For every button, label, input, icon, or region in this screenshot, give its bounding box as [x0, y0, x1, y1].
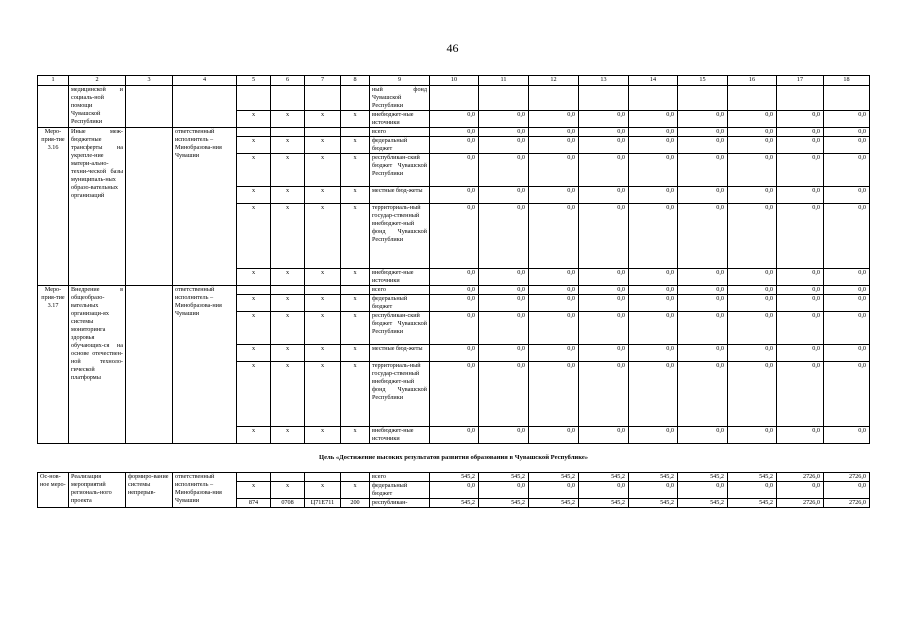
- code-cell: x: [341, 187, 370, 204]
- value-cell: 0,0: [728, 362, 777, 427]
- value-cell: 0,0: [579, 286, 629, 295]
- value-cell: 0,0: [678, 204, 728, 269]
- activity-name-cell: Внедрение в общеобразо-вательных организаци-ях системы мониторинга здоровья обучающих-ся на основе отечествен-ной техноло-гической платформы: [69, 286, 126, 444]
- code-cell: x: [305, 295, 341, 312]
- code-cell: [341, 473, 370, 482]
- value-cell: 0,0: [529, 187, 579, 204]
- continuation-row: [38, 86, 870, 111]
- code-cell: x: [237, 187, 271, 204]
- value-cell: 0,0: [678, 362, 728, 427]
- value-cell: 0,0: [824, 137, 870, 154]
- value-cell: 0,0: [529, 362, 579, 427]
- value-cell: 0,0: [777, 187, 824, 204]
- funding-source-cell: территориаль-ный государ-ственный внебюджет-ный фонд Чувашской Республики: [370, 204, 430, 269]
- value-cell: 0,0: [430, 111, 479, 128]
- value-cell: 0,0: [479, 154, 529, 187]
- funding-source-cell: ный фонд Чувашской Республики: [370, 86, 430, 111]
- value-cell: 0,0: [777, 345, 824, 362]
- code-cell: x: [271, 482, 305, 499]
- column-number: 18: [824, 76, 870, 86]
- code-cell: x: [305, 154, 341, 187]
- code-cell: x: [305, 427, 341, 444]
- goal-row: [38, 444, 870, 473]
- page-number: 46: [446, 41, 459, 55]
- value-cell: 0,0: [479, 482, 529, 499]
- value-cell: 0,0: [629, 204, 678, 269]
- value-cell: 0,0: [430, 154, 479, 187]
- goal-cell: формиро-вание системы непрерыв-: [126, 473, 173, 508]
- funding-source-cell: местные бюд-жеты: [370, 187, 430, 204]
- code-cell: x: [341, 312, 370, 345]
- value-cell: 0,0: [824, 482, 870, 499]
- code-cell: x: [341, 111, 370, 128]
- activity-name-cell: медицинской и социаль-ной помощи Чувашской Республики: [69, 86, 126, 128]
- funding-source-cell: федеральный бюджет: [370, 137, 430, 154]
- code-cell: [271, 473, 305, 482]
- value-cell: 0,0: [777, 312, 824, 345]
- value-cell: 0,0: [430, 312, 479, 345]
- value-cell: [728, 86, 777, 111]
- value-cell: 0,0: [728, 204, 777, 269]
- funding-source-cell: внебюджет-ные источники: [370, 269, 430, 286]
- column-number: 11: [479, 76, 529, 86]
- value-cell: 0,0: [678, 482, 728, 499]
- value-cell: 0,0: [824, 154, 870, 187]
- value-cell: 0,0: [479, 295, 529, 312]
- code-cell: x: [271, 187, 305, 204]
- column-number: 9: [370, 76, 430, 86]
- value-cell: 0,0: [824, 187, 870, 204]
- value-cell: 0,0: [479, 427, 529, 444]
- activity-name-cell: Иные меж-бюджетные трансферты на укрепле-ние матери-ально-техни-ческой базы муниципаль-ных образо-вательных организаций: [69, 128, 126, 286]
- value-cell: 0,0: [777, 128, 824, 137]
- value-cell: 0,0: [529, 269, 579, 286]
- code-cell: x: [237, 111, 271, 128]
- code-cell: 0708: [271, 499, 305, 508]
- value-cell: 0,0: [629, 427, 678, 444]
- value-cell: 0,0: [777, 482, 824, 499]
- code-cell: x: [341, 137, 370, 154]
- activity-number-cell: Меро-прия-тие 3.16: [38, 128, 69, 286]
- column-number: 16: [728, 76, 777, 86]
- code-cell: x: [271, 111, 305, 128]
- funding-source-cell: внебюджет-ные источники: [370, 427, 430, 444]
- value-cell: 545,2: [479, 473, 529, 482]
- value-cell: 0,0: [777, 204, 824, 269]
- goal-title: Цель «Достижение высоких результатов развития образования в Чувашской Республике»: [38, 444, 870, 473]
- value-cell: 0,0: [579, 204, 629, 269]
- value-cell: 0,0: [529, 312, 579, 345]
- code-cell: x: [237, 482, 271, 499]
- value-cell: 0,0: [777, 427, 824, 444]
- value-cell: 0,0: [529, 427, 579, 444]
- value-cell: 0,0: [728, 286, 777, 295]
- value-cell: 0,0: [579, 111, 629, 128]
- activity-number-cell: [38, 86, 69, 128]
- value-cell: 0,0: [479, 286, 529, 295]
- code-cell: x: [341, 482, 370, 499]
- executor-cell: ответственный исполнитель – Минобразова-ния Чувашии: [173, 473, 237, 508]
- column-number: 10: [430, 76, 479, 86]
- value-cell: 0,0: [430, 187, 479, 204]
- code-cell: [237, 86, 271, 111]
- value-cell: 0,0: [728, 137, 777, 154]
- code-cell: x: [271, 295, 305, 312]
- value-cell: [824, 86, 870, 111]
- value-cell: 0,0: [728, 427, 777, 444]
- value-cell: 0,0: [678, 345, 728, 362]
- value-cell: 545,2: [678, 499, 728, 508]
- value-cell: 0,0: [430, 427, 479, 444]
- value-cell: 0,0: [430, 345, 479, 362]
- value-cell: 0,0: [479, 111, 529, 128]
- code-cell: x: [271, 137, 305, 154]
- value-cell: 0,0: [728, 482, 777, 499]
- value-cell: 0,0: [430, 204, 479, 269]
- value-cell: 0,0: [479, 137, 529, 154]
- value-cell: 0,0: [430, 482, 479, 499]
- value-cell: 0,0: [479, 128, 529, 137]
- value-cell: 0,0: [629, 187, 678, 204]
- value-cell: [629, 86, 678, 111]
- code-cell: x: [237, 312, 271, 345]
- funding-source-cell: федеральный бюджет: [370, 295, 430, 312]
- code-cell: x: [237, 427, 271, 444]
- code-cell: x: [237, 362, 271, 427]
- code-cell: [305, 473, 341, 482]
- value-cell: 0,0: [824, 204, 870, 269]
- value-cell: 0,0: [579, 137, 629, 154]
- code-cell: x: [305, 137, 341, 154]
- value-cell: 0,0: [777, 295, 824, 312]
- value-cell: 545,2: [629, 499, 678, 508]
- code-cell: [271, 128, 305, 137]
- column-number: 15: [678, 76, 728, 86]
- value-cell: 0,0: [579, 345, 629, 362]
- value-cell: 0,0: [579, 362, 629, 427]
- value-cell: 0,0: [430, 269, 479, 286]
- value-cell: 0,0: [529, 154, 579, 187]
- code-cell: x: [271, 269, 305, 286]
- value-cell: 0,0: [629, 128, 678, 137]
- value-cell: 2726,0: [824, 499, 870, 508]
- code-cell: [237, 286, 271, 295]
- value-cell: 0,0: [728, 187, 777, 204]
- value-cell: 0,0: [479, 187, 529, 204]
- code-cell: x: [305, 312, 341, 345]
- code-cell: 874: [237, 499, 271, 508]
- code-cell: x: [341, 154, 370, 187]
- value-cell: 0,0: [579, 187, 629, 204]
- value-cell: 0,0: [629, 154, 678, 187]
- code-cell: [341, 286, 370, 295]
- value-cell: 0,0: [629, 482, 678, 499]
- code-cell: x: [305, 482, 341, 499]
- value-cell: 545,2: [430, 499, 479, 508]
- value-cell: 0,0: [479, 204, 529, 269]
- value-cell: [529, 86, 579, 111]
- executor-cell: ответственный исполнитель – Минобразова-ния Чувашии: [173, 128, 237, 286]
- value-cell: 0,0: [579, 312, 629, 345]
- activity-name-cell: Реализация мероприятий региональ-ного проекта: [69, 473, 126, 508]
- value-cell: 0,0: [824, 427, 870, 444]
- budget-table: [37, 75, 870, 508]
- value-cell: 0,0: [579, 295, 629, 312]
- column-number: 2: [69, 76, 126, 86]
- funding-source-cell: всего: [370, 473, 430, 482]
- funding-source-cell: всего: [370, 128, 430, 137]
- value-cell: 0,0: [824, 362, 870, 427]
- value-cell: 2726,0: [777, 473, 824, 482]
- value-cell: 0,0: [430, 295, 479, 312]
- value-cell: [678, 86, 728, 111]
- budget-table-body: [38, 76, 870, 508]
- value-cell: 2726,0: [777, 499, 824, 508]
- value-cell: 0,0: [777, 286, 824, 295]
- value-cell: 0,0: [430, 137, 479, 154]
- code-cell: x: [237, 137, 271, 154]
- value-cell: [777, 86, 824, 111]
- header-row: [38, 76, 870, 86]
- value-cell: 0,0: [629, 111, 678, 128]
- activity-number-cell: Меро-прия-тие 3.17: [38, 286, 69, 444]
- value-cell: 0,0: [529, 482, 579, 499]
- value-cell: 0,0: [629, 295, 678, 312]
- value-cell: 0,0: [479, 345, 529, 362]
- code-cell: x: [271, 204, 305, 269]
- value-cell: 0,0: [629, 137, 678, 154]
- value-cell: 545,2: [728, 499, 777, 508]
- value-cell: 0,0: [529, 345, 579, 362]
- value-cell: 545,2: [629, 473, 678, 482]
- code-cell: x: [305, 362, 341, 427]
- code-cell: x: [237, 345, 271, 362]
- column-number: 4: [173, 76, 237, 86]
- value-cell: [479, 86, 529, 111]
- code-cell: x: [237, 269, 271, 286]
- value-cell: 0,0: [678, 187, 728, 204]
- funding-source-cell: всего: [370, 286, 430, 295]
- value-cell: 0,0: [529, 137, 579, 154]
- code-cell: [271, 86, 305, 111]
- code-cell: x: [271, 427, 305, 444]
- column-number: 6: [271, 76, 305, 86]
- value-cell: 0,0: [430, 362, 479, 427]
- code-cell: x: [341, 427, 370, 444]
- value-cell: 0,0: [629, 362, 678, 427]
- value-cell: 0,0: [479, 362, 529, 427]
- code-cell: x: [341, 204, 370, 269]
- value-cell: 0,0: [728, 269, 777, 286]
- code-cell: 200: [341, 499, 370, 508]
- value-cell: 0,0: [629, 345, 678, 362]
- value-cell: 0,0: [824, 345, 870, 362]
- value-cell: 0,0: [678, 154, 728, 187]
- code-cell: x: [341, 345, 370, 362]
- code-cell: x: [237, 204, 271, 269]
- value-cell: 0,0: [479, 269, 529, 286]
- value-cell: 0,0: [430, 128, 479, 137]
- value-cell: 0,0: [678, 427, 728, 444]
- value-cell: 545,2: [579, 499, 629, 508]
- code-cell: x: [237, 295, 271, 312]
- value-cell: 0,0: [728, 312, 777, 345]
- funding-source-cell: внебюджет-ные источники: [370, 111, 430, 128]
- value-cell: 0,0: [579, 154, 629, 187]
- funding-source-cell: республикан-ский бюджет Чувашской Республики: [370, 154, 430, 187]
- funding-source-cell: федеральный бюджет: [370, 482, 430, 499]
- code-cell: x: [341, 269, 370, 286]
- value-cell: 2726,0: [824, 473, 870, 482]
- code-cell: [341, 86, 370, 111]
- value-cell: 0,0: [629, 269, 678, 286]
- executor-cell: [173, 86, 237, 128]
- code-cell: x: [341, 362, 370, 427]
- value-cell: 0,0: [777, 137, 824, 154]
- value-cell: 0,0: [678, 312, 728, 345]
- code-cell: [305, 128, 341, 137]
- value-cell: 0,0: [629, 312, 678, 345]
- value-cell: 0,0: [777, 154, 824, 187]
- main-activity-row: [38, 473, 870, 482]
- measure-row: [38, 286, 870, 295]
- goal-cell: [126, 86, 173, 128]
- code-cell: x: [237, 154, 271, 187]
- value-cell: 0,0: [629, 286, 678, 295]
- column-number: 14: [629, 76, 678, 86]
- value-cell: 0,0: [678, 111, 728, 128]
- code-cell: x: [341, 295, 370, 312]
- value-cell: 0,0: [824, 269, 870, 286]
- code-cell: x: [305, 204, 341, 269]
- value-cell: 0,0: [728, 154, 777, 187]
- value-cell: 0,0: [777, 362, 824, 427]
- value-cell: 0,0: [579, 427, 629, 444]
- value-cell: 0,0: [728, 295, 777, 312]
- value-cell: 0,0: [824, 128, 870, 137]
- measure-row: [38, 128, 870, 137]
- value-cell: 0,0: [777, 111, 824, 128]
- value-cell: [579, 86, 629, 111]
- budget-table-container: [37, 75, 869, 508]
- value-cell: 0,0: [579, 128, 629, 137]
- value-cell: 0,0: [728, 128, 777, 137]
- value-cell: 0,0: [678, 269, 728, 286]
- code-cell: [237, 128, 271, 137]
- column-number: 12: [529, 76, 579, 86]
- value-cell: 0,0: [579, 269, 629, 286]
- funding-source-cell: республикан-: [370, 499, 430, 508]
- value-cell: 0,0: [824, 111, 870, 128]
- value-cell: [430, 86, 479, 111]
- column-number: 17: [777, 76, 824, 86]
- value-cell: 545,2: [430, 473, 479, 482]
- activity-number-cell: Ос-нов-ное меро-: [38, 473, 69, 508]
- column-number: 13: [579, 76, 629, 86]
- value-cell: 0,0: [529, 295, 579, 312]
- column-number: 8: [341, 76, 370, 86]
- goal-cell: [126, 128, 173, 286]
- code-cell: x: [271, 312, 305, 345]
- value-cell: 0,0: [430, 286, 479, 295]
- value-cell: 545,2: [728, 473, 777, 482]
- code-cell: x: [305, 269, 341, 286]
- value-cell: 0,0: [824, 286, 870, 295]
- value-cell: 0,0: [777, 269, 824, 286]
- code-cell: [305, 286, 341, 295]
- value-cell: 0,0: [824, 295, 870, 312]
- value-cell: 545,2: [479, 499, 529, 508]
- value-cell: 0,0: [529, 204, 579, 269]
- code-cell: x: [305, 111, 341, 128]
- value-cell: 545,2: [529, 473, 579, 482]
- column-number: 7: [305, 76, 341, 86]
- value-cell: 0,0: [678, 137, 728, 154]
- code-cell: [305, 86, 341, 111]
- goal-cell: [126, 286, 173, 444]
- code-cell: [341, 128, 370, 137]
- value-cell: 0,0: [678, 295, 728, 312]
- code-cell: x: [271, 362, 305, 427]
- executor-cell: ответственный исполнитель – Минобразова-ния Чувашии: [173, 286, 237, 444]
- value-cell: 0,0: [529, 128, 579, 137]
- column-number: 3: [126, 76, 173, 86]
- code-cell: x: [305, 345, 341, 362]
- value-cell: 0,0: [824, 312, 870, 345]
- code-cell: x: [271, 345, 305, 362]
- value-cell: 545,2: [529, 499, 579, 508]
- funding-source-cell: республикан-ский бюджет Чувашской Республики: [370, 312, 430, 345]
- value-cell: 0,0: [579, 482, 629, 499]
- value-cell: 0,0: [479, 312, 529, 345]
- column-number: 1: [38, 76, 69, 86]
- value-cell: 0,0: [728, 345, 777, 362]
- value-cell: 0,0: [728, 111, 777, 128]
- value-cell: 545,2: [678, 473, 728, 482]
- code-cell: Ц71E711: [305, 499, 341, 508]
- code-cell: x: [305, 187, 341, 204]
- column-number: 5: [237, 76, 271, 86]
- value-cell: 0,0: [678, 128, 728, 137]
- code-cell: [237, 473, 271, 482]
- code-cell: [271, 286, 305, 295]
- code-cell: x: [271, 154, 305, 187]
- funding-source-cell: территориаль-ный государ-ственный внебюджет-ный фонд Чувашской Республики: [370, 362, 430, 427]
- value-cell: 0,0: [529, 286, 579, 295]
- value-cell: 0,0: [678, 286, 728, 295]
- value-cell: 545,2: [579, 473, 629, 482]
- value-cell: 0,0: [529, 111, 579, 128]
- funding-source-cell: местные бюд-жеты: [370, 345, 430, 362]
